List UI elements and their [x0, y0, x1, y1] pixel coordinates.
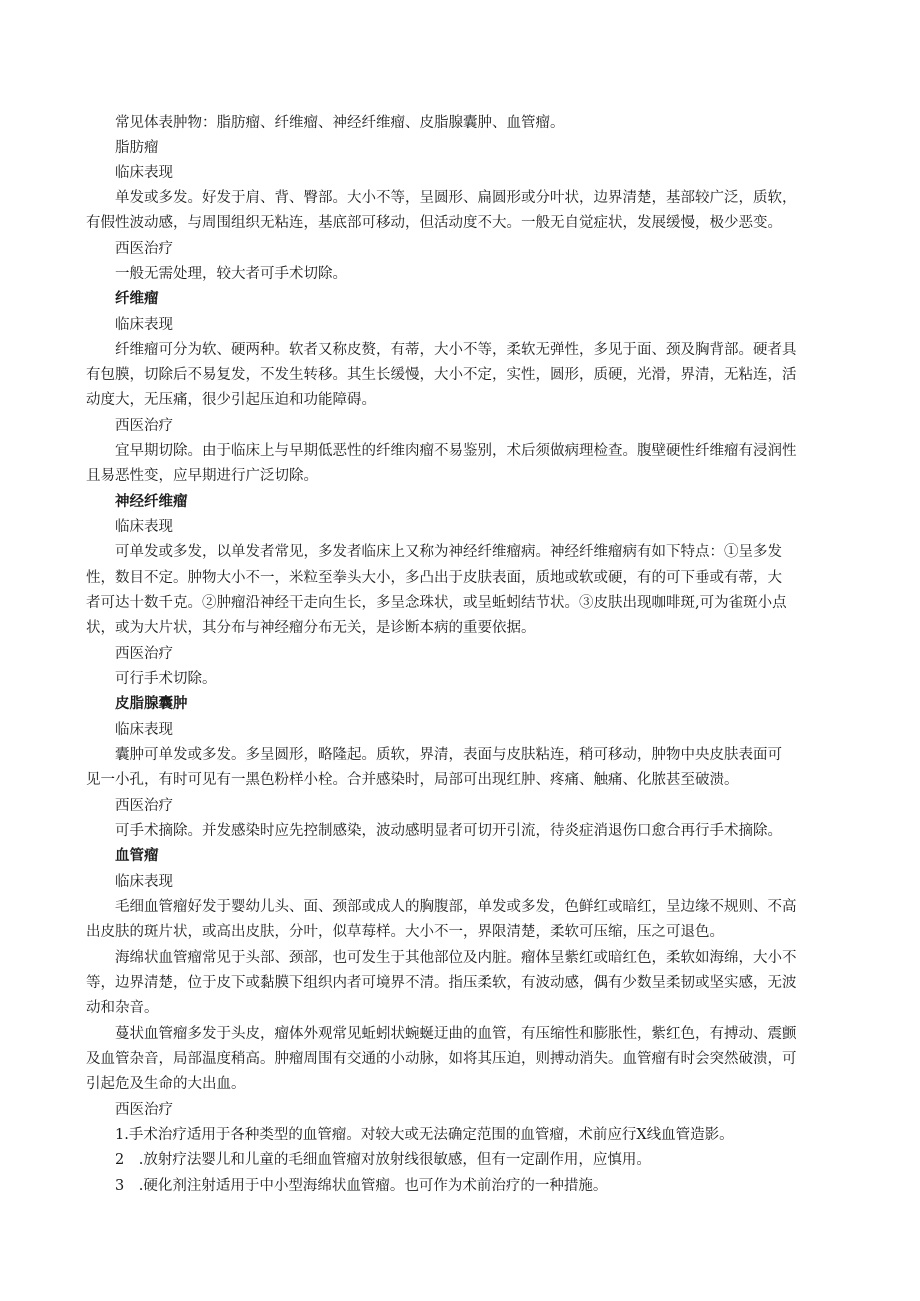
paragraph-line: 性，数目不定。肿物大小不一，米粒至拳头大小，多凸出于皮肤表面，质地或软或硬，有的可下垂或有蒂，大 [86, 570, 782, 586]
subheading-treatment: 西医治疗 [115, 798, 173, 814]
paragraph-line: 见一小孔，有时可见有一黑色粉样小栓。合并感染时，局部可出现红肿、疼痛、触痛、化脓甚至破溃。 [86, 772, 739, 788]
paragraph-line: 可手术摘除。并发感染时应先控制感染，波动感明显者可切开引流，待炎症消退伤口愈合再行手术摘除。 [115, 823, 782, 839]
paragraph-line: 等，边界清楚，位于皮下或黏膜下组织内者可境界不清。指压柔软，有波动感，偶有少数呈柔韧或坚实感，无波 [86, 975, 797, 991]
list-item: 1.手术治疗适用于各种类型的血管瘤。对较大或无法确定范围的血管瘤，术前应行X线血管造影。 [115, 1127, 734, 1143]
paragraph-line: 蔓状血管瘤多发于头皮，瘤体外观常见蚯蚓状蜿蜒迂曲的血管，有压缩性和膨胀性，紫红色，有搏动、震颤 [115, 1026, 797, 1042]
subheading-clinical: 临床表现 [115, 317, 173, 333]
subheading-treatment: 西医治疗 [115, 1102, 173, 1118]
paragraph-line: 毛细血管瘤好发于婴幼儿头、面、颈部或成人的胸腹部，单发或多发，色鲜红或暗红，呈边缘不规则、不高 [115, 899, 797, 915]
paragraph-line: 状，或为大片状，其分布与神经瘤分布无关，是诊断本病的重要依据。 [86, 620, 536, 636]
paragraph-line: 引起危及生命的大出血。 [86, 1076, 246, 1092]
paragraph-line: 及血管杂音，局部温度稍高。肿瘤周围有交通的小动脉，如将其压迫，则搏动消失。血管瘤有时会突然破溃，可 [86, 1051, 797, 1067]
paragraph-line: 有包膜，切除后不易复发，不发生转移。其生长缓慢，大小不定，实性，圆形，质硬，光滑，界清，无粘连，活 [86, 367, 797, 383]
paragraph-line: 一般无需处理，较大者可手术切除。 [115, 266, 347, 282]
subheading-clinical: 临床表现 [115, 874, 173, 890]
paragraph-line: 动和杂音。 [86, 1000, 159, 1016]
paragraph-line: 有假性波动感，与周围组织无粘连，基底部可移动，但活动度不大。一般无自觉症状，发展缓慢，极少恶变。 [86, 215, 782, 231]
paragraph-line: 动度大，无压痛，很少引起压迫和功能障碍。 [86, 392, 376, 408]
section-heading-neurofibroma: 神经纤维瘤 [115, 494, 188, 510]
paragraph-line: 且易恶性变，应早期进行广泛切除。 [86, 468, 318, 484]
paragraph-line: 纤维瘤可分为软、硬两种。软者又称皮赘，有蒂，大小不等，柔软无弹性，多见于面、颈及胸背部。硬者具 [115, 342, 797, 358]
paragraph-line: 出皮肤的斑片状，或高出皮肤，分叶，似草莓样。大小不一，界限清楚，柔软可压缩，压之可退色。 [86, 924, 724, 940]
paragraph-line: 可行手术切除。 [115, 671, 217, 687]
list-item: 2 .放射疗法婴儿和儿童的毛细血管瘤对放射线很敏感，但有一定副作用，应慎用。 [115, 1152, 651, 1168]
subheading-treatment: 西医治疗 [115, 418, 173, 434]
intro-line: 常见体表肿物：脂肪瘤、纤维瘤、神经纤维瘤、皮脂腺囊肿、血管瘤。 [115, 115, 565, 131]
paragraph-line: 可单发或多发，以单发者常见，多发者临床上又称为神经纤维瘤病。神经纤维瘤病有如下特点：①呈多发 [115, 544, 782, 560]
section-heading-fibroma: 纤维瘤 [115, 291, 159, 307]
paragraph-line: 者可达十数千克。②肿瘤沿神经干走向生长，多呈念珠状，或呈蚯蚓结节状。③皮肤出现咖啡斑,可为雀斑小点 [86, 595, 787, 611]
list-item: 3 .硬化剂注射适用于中小型海绵状血管瘤。也可作为术前治疗的一种措施。 [115, 1178, 608, 1194]
paragraph-line: 海绵状血管瘤常见于头部、颈部，也可发生于其他部位及内脏。瘤体呈紫红或暗红色，柔软如海绵，大小不 [115, 950, 797, 966]
section-heading-lipoma: 脂肪瘤 [115, 140, 159, 156]
paragraph-line: 囊肿可单发或多发。多呈圆形，略隆起。质软，界清，表面与皮肤粘连，稍可移动，肿物中央皮肤表面可 [115, 747, 782, 763]
subheading-clinical: 临床表现 [115, 519, 173, 535]
subheading-clinical: 临床表现 [115, 722, 173, 738]
paragraph-line: 宜早期切除。由于临床上与早期低恶性的纤维肉瘤不易鉴别，术后须做病理检查。腹壁硬性纤维瘤有浸润性 [115, 443, 797, 459]
section-heading-hemangioma: 血管瘤 [115, 848, 159, 864]
paragraph-line: 单发或多发。好发于肩、背、臀部。大小不等，呈圆形、扁圆形或分叶状，边界清楚，基部较广泛，质软， [115, 190, 797, 206]
subheading-clinical: 临床表现 [115, 165, 173, 181]
subheading-treatment: 西医治疗 [115, 646, 173, 662]
subheading-treatment: 西医治疗 [115, 241, 173, 257]
section-heading-sebaceous-cyst: 皮脂腺囊肿 [115, 696, 188, 712]
